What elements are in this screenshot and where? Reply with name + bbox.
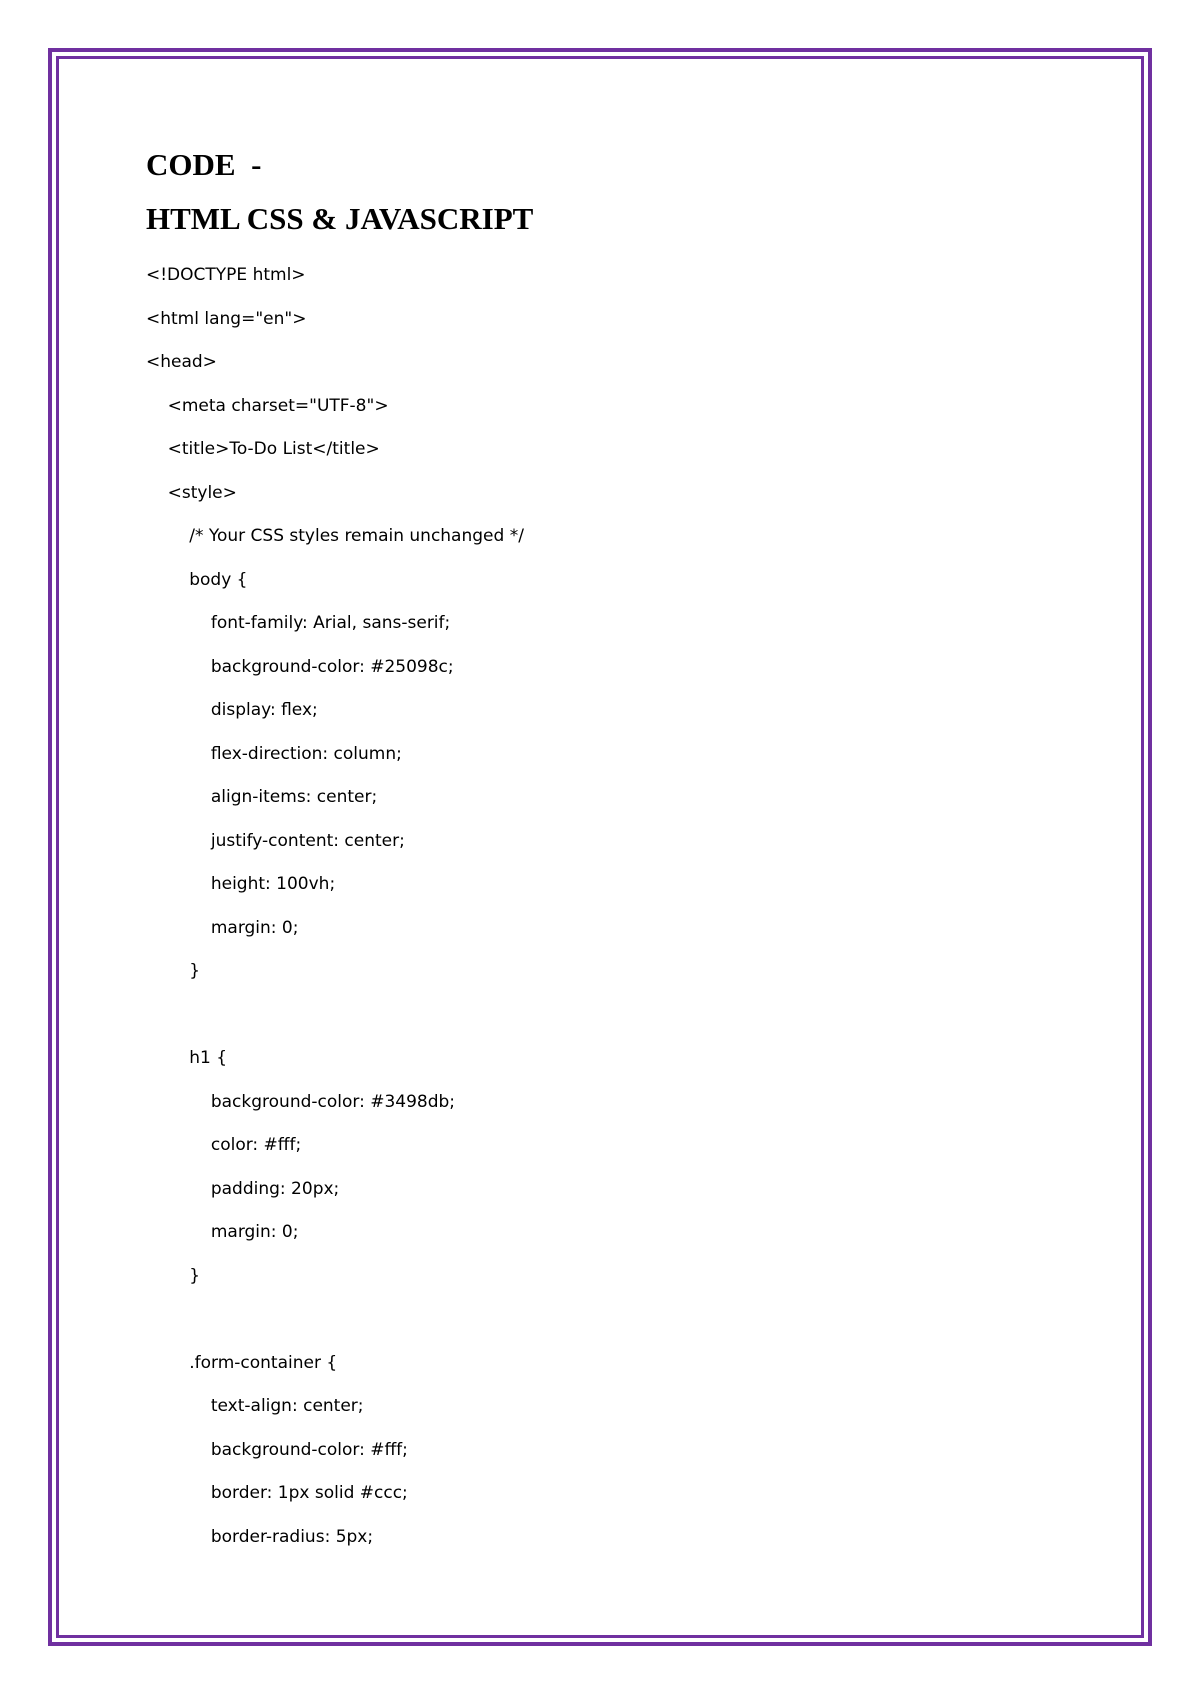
code-line: border: 1px solid #ccc;	[146, 1483, 408, 1503]
code-line: justify-content: center;	[146, 830, 405, 851]
code-line: color: #fff;	[146, 1135, 302, 1155]
code-line: }	[146, 1265, 201, 1286]
code-listing	[146, 254, 1086, 1559]
code-line: .form-container {	[146, 1352, 338, 1373]
code-line: <title>To-Do List</title>	[146, 439, 380, 459]
page-content	[146, 138, 1086, 1559]
code-line: <html lang="en">	[146, 308, 307, 329]
code-line: border-radius: 5px;	[146, 1526, 374, 1547]
heading-code: CODE -	[146, 147, 262, 182]
code-line: background-color: #25098c;	[146, 656, 454, 677]
code-line: body {	[146, 569, 248, 590]
code-line: display: flex;	[146, 700, 318, 720]
code-line: }	[146, 961, 201, 981]
code-line: background-color: #3498db;	[146, 1091, 456, 1112]
code-line: <head>	[146, 352, 217, 372]
code-line: <!DOCTYPE html>	[146, 265, 306, 285]
code-line: font-family: Arial, sans-serif;	[146, 613, 451, 633]
code-line: <meta charset="UTF-8">	[146, 395, 389, 416]
code-line: height: 100vh;	[146, 874, 336, 894]
heading-html-css-javascript: HTML CSS & JAVASCRIPT	[146, 201, 534, 236]
code-line	[146, 994, 1086, 1038]
code-line: text-align: center;	[146, 1396, 364, 1416]
code-line: flex-direction: column;	[146, 743, 402, 764]
code-line: /* Your CSS styles remain unchanged */	[146, 526, 524, 546]
code-line: margin: 0;	[146, 1222, 299, 1242]
code-line: h1 {	[146, 1048, 228, 1068]
code-line	[146, 1298, 1086, 1342]
code-line: background-color: #fff;	[146, 1439, 408, 1460]
code-line: padding: 20px;	[146, 1178, 340, 1199]
code-line: <style>	[146, 482, 237, 503]
code-line: align-items: center;	[146, 787, 378, 807]
code-line: margin: 0;	[146, 917, 299, 938]
